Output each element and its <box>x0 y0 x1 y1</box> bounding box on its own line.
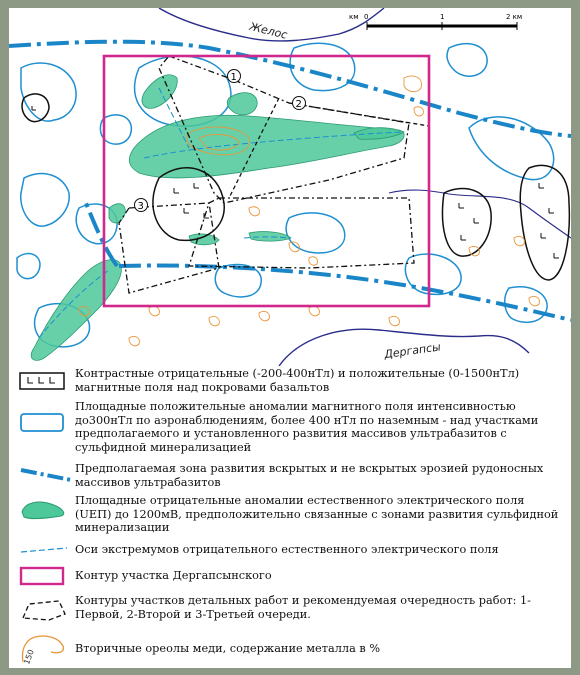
map-canvas <box>9 8 571 366</box>
legend-item-work-areas <box>9 594 571 628</box>
basalt-field-icon <box>19 372 65 390</box>
blue-outline-icon <box>19 412 65 434</box>
legend-text-axis: Оси экстремумов отрицательного естественного электрического поля <box>75 543 499 556</box>
copper-halo-icon <box>19 632 69 666</box>
river-label-dergapsy: Дергапсы <box>383 340 442 362</box>
legend-text-magnetic: Площадные положительные аномалии магнитного поля интенсивностью до300нТл по аэронаблюдениям, более 400 нТл по наземным - над участками предполагаемого и установленного развития массивов ультрабазитов с сульфидной минерализацией <box>75 400 539 454</box>
scale-label-2: 2 км <box>506 13 523 21</box>
site-number-3: 3 <box>137 201 144 212</box>
legend-item-ore-zone <box>9 462 571 490</box>
blue-dashdot-icon <box>19 466 73 486</box>
geological-map <box>9 8 571 366</box>
river-label-zhelos: Желос <box>248 19 289 42</box>
legend-item-magnetic <box>9 400 571 458</box>
site-number-2: 2 <box>295 99 302 110</box>
magenta-rect-icon <box>19 566 65 586</box>
scale-label-1: 1 <box>440 13 445 21</box>
dashed-axis-icon <box>19 544 69 556</box>
legend-text-work-areas: Контуры участков детальных работ и рекомендуемая очередность работ: 1-Первой, 2-Второй и 3-Третьей очереди. <box>75 594 531 621</box>
legend-text-copper: Вторичные ореолы меди, содержание металла в % <box>75 642 381 655</box>
scale-label-0: 0 <box>364 13 369 21</box>
legend-text-site-contour: Контур участка Дергапсынского <box>75 569 272 582</box>
legend-item-axis <box>9 542 571 560</box>
legend-text-electric: Площадные отрицательные аномалии естественного электрического поля (UEП) до 1200мВ, предположительно связанные с зонами развития сульфидной минерализации <box>75 494 559 535</box>
legend-text-basalt: Контрастные отрицательные (-200-400нТл) и положительные (0-1500нТл) магнитные поля над покровами базальтов <box>75 367 520 394</box>
legend-text-ore-zone: Предполагаемая зона развития вскрытых и не вскрытых эрозией рудоносных массивов ультрабазитов <box>75 462 544 489</box>
scale-unit: км <box>349 13 359 21</box>
legend <box>9 366 571 668</box>
black-dashed-polygon-icon <box>19 598 69 624</box>
legend-item-electric <box>9 494 571 538</box>
contour-value-label: 150 <box>22 648 36 666</box>
legend-item-copper <box>9 632 571 666</box>
legend-item-site-contour <box>9 566 571 588</box>
legend-item-basalt <box>9 366 571 396</box>
green-anomaly-icon <box>19 498 69 520</box>
site-number-1: 1 <box>230 72 237 83</box>
